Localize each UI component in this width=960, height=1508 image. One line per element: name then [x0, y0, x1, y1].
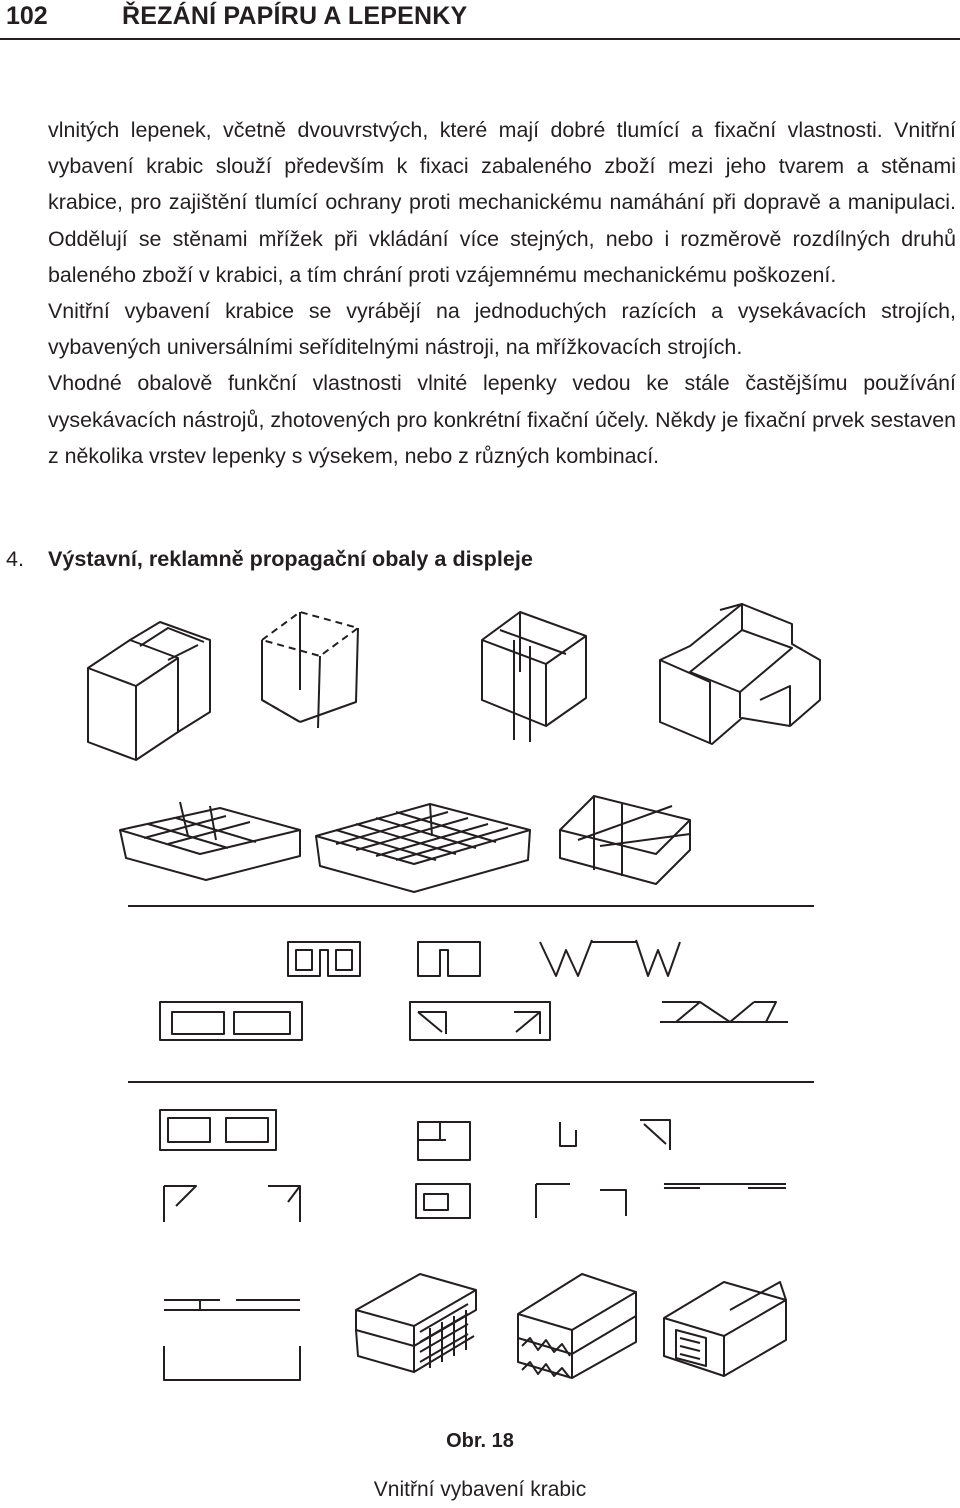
page-number: 102 — [6, 2, 48, 30]
folded-prism-insert — [262, 612, 358, 728]
hollow-frame-insert — [660, 604, 820, 744]
header-rule — [0, 38, 960, 40]
die-cut-profiles — [128, 906, 814, 1380]
body-text — [48, 112, 956, 474]
paragraph-3: Vhodné obalově funkční vlastnosti vlnité lepenky vedou ke stále častějšímu používání vysekávacích nástrojů, zhotovených pro konkrétní fixační účely. Někdy je fixační prvek sestaven z několika vrstev lepenky s výsekem, nebo z různých kombinací. — [48, 371, 956, 468]
paragraph-2: Vnitřní vybavení krabice se vyrábějí na jednoduchých razících a vysekávacích strojích, vybavených universálními seříditelnými nástroji, na mřížkovacích strojích. — [48, 299, 956, 360]
section-number: 4. — [6, 546, 25, 571]
cross-divider-insert — [482, 612, 586, 742]
figure-label: Obr. 18 — [446, 1430, 514, 1452]
grid-divider-c — [560, 796, 690, 884]
running-title: ŘEZÁNÍ PAPÍRU A LEPENKY — [122, 2, 468, 30]
section-title: Výstavní, reklamně propagační obaly a displeje — [48, 546, 533, 571]
corrugated-stacks — [356, 1274, 786, 1378]
figure-illustrations — [0, 590, 960, 1420]
section-heading — [6, 546, 533, 572]
double-box-insert — [88, 622, 210, 760]
paragraph-1: vlnitých lepenek, včetně dvouvrstvých, které mají dobré tlumící a fixační vlastnosti. Vnitřní vybavení krabic slouží především k fixaci zabaleného zboží mezi jeho tvarem a stěnami krabice, pro zajištění tlumící ochrany proti mechanickému namáhání při dopravě a manipulaci. Oddělují se stěnami mřížek při vkládání více stejných, nebo i rozměrově rozdílných druhů baleného zboží v krabici, a tím chrání proti vzájemnému mechanickému poškození. — [48, 118, 956, 287]
page-header — [0, 0, 960, 36]
figure-caption: Vnitřní vybavení krabic — [373, 1478, 587, 1501]
grid-divider-b — [316, 804, 530, 892]
grid-divider-a — [120, 802, 300, 880]
